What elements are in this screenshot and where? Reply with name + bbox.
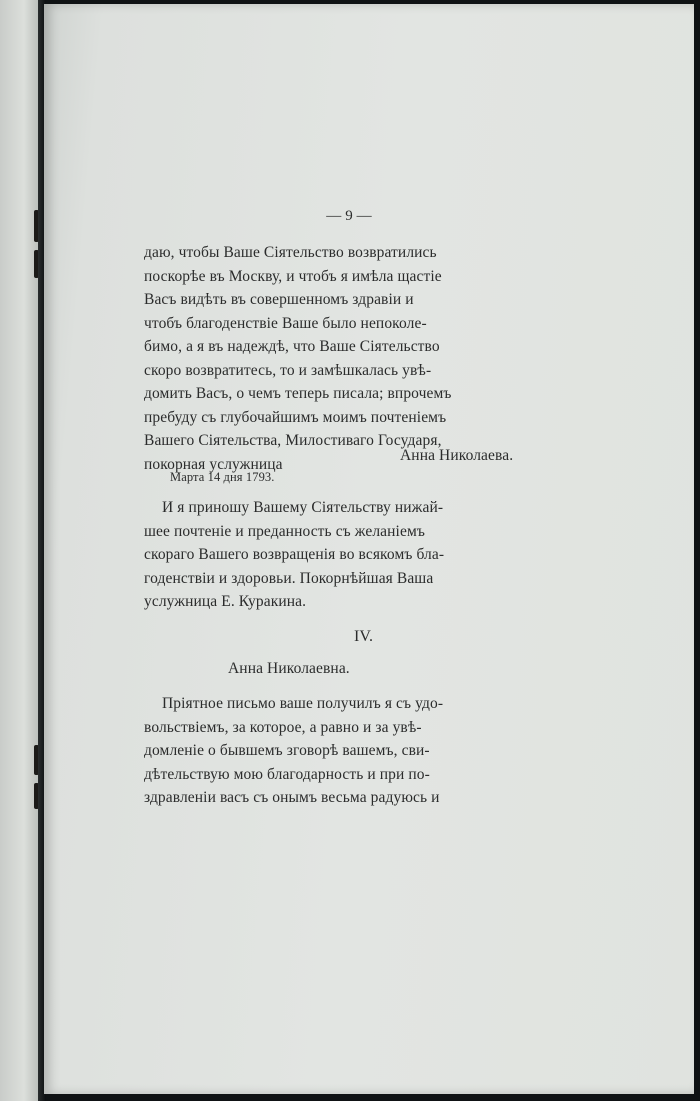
text-line: Вашего Сіятельства, Милостиваго Государя, [144,432,442,449]
text-line: скоро возвратитесь, то и замѣшкалась увѣ- [144,361,432,379]
letter-paragraph-1 [144,241,556,476]
text-line: здравленіи васъ съ онымъ весьма радуюсь и [144,789,440,806]
text-line: покорная услужница [144,455,283,473]
text-line: домить Васъ, о чемъ теперь писала; впрочемъ [144,385,452,402]
letter-paragraph-3 [144,692,556,810]
text-line: шее почтеніе и преданность съ желаніемъ [144,522,425,540]
text-line: домленіе о бывшемъ зговорѣ вашемъ, сви- [144,742,430,759]
text-line: чтобъ благоденствіе Ваше было непоколе- [144,314,427,332]
section-numeral: IV. [354,628,374,645]
letter-date: Марта 14 дня 1793. [170,470,275,484]
signature: Анна Николаева. [400,447,514,464]
text-line: услужница Е. Куракина. [144,593,307,610]
text-line: бимо, а я въ надеждѣ, что Ваше Сіятельство [144,338,440,355]
text-line: годенствіи и здоровьи. Покорнѣйшая Ваша [144,569,434,587]
text-line: И я приношу Вашему Сіятельству нижай- [162,499,444,516]
text-line: даю, чтобы Ваше Сіятельство возвратились [144,244,437,261]
left-page-edge [0,0,40,1101]
letter-salutation: Анна Николаевна. [228,660,350,677]
text-line: Пріятное письмо ваше получилъ я съ удо- [162,695,444,712]
text-line: Васъ видѣть въ совершенномъ здравіи и [144,291,414,308]
text-line: дѣтельствую мою благодарность и при по- [144,765,430,783]
letter-paragraph-2 [144,496,556,614]
text-line: скораго Вашего возвращенія во всякомъ бла- [144,546,445,563]
text-line: поскорѣе въ Москву, и чтобъ я имѣла щастіе [144,267,442,285]
page-number: — 9 — [326,208,372,224]
book-page [44,4,694,1094]
text-line: вольствіемъ, за которое, а равно и за увѣ- [144,718,422,736]
text-line: пребуду съ глубочайшимъ моимъ почтеніемъ [144,408,447,426]
